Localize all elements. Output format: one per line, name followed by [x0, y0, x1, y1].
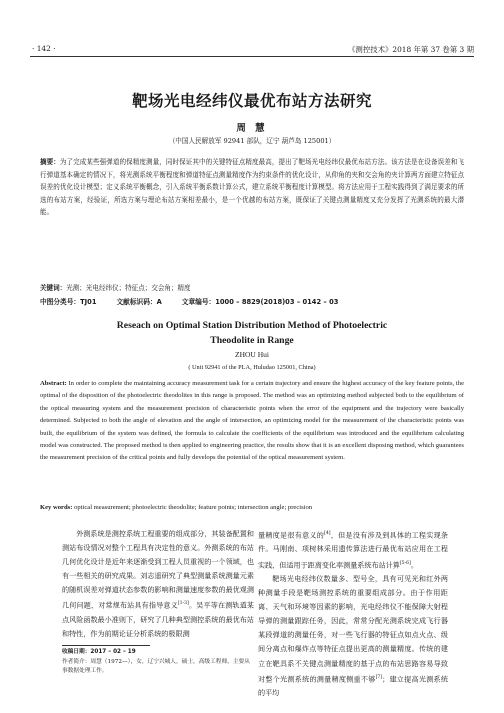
title-en-line2: Theodolite in Range — [210, 335, 294, 346]
received-date: 收稿日期：2017 – 02 – 19 — [62, 649, 136, 655]
keywords-zh — [40, 282, 464, 295]
body-left-column — [62, 527, 254, 641]
author-bio: 作者简介：周慧（1972—），女，辽宁兴城人，硕士，高级工程师，主要从事数据处理工作。 — [62, 658, 250, 675]
author-en: ZHOU Hui — [235, 350, 269, 359]
keywords-zh-text: 光测；光电经纬仪；特征点；交会角；精度 — [66, 284, 191, 292]
classification-meta — [40, 296, 464, 306]
footnote-rule — [62, 645, 150, 646]
page-number: · 142 · — [32, 44, 56, 53]
title-en-line1: Reseach on Optimal Station Distribution Method of Photoelectric — [116, 320, 388, 331]
title-en — [0, 318, 504, 348]
abstract-en-label: Abstract: — [40, 380, 67, 387]
body-paragraph: 外测系统是测控系统工程重要的组成部分，其装备配置和测站布设情况对整个工程具有决定性的意义。外测系统的布站几何优化设计是近年来逐渐受到工程人员重视的一个领域，也有一些相关的研究成果。刘志遥研究了典型测量系统测量元素的随机误差对弹道状态参数的影响和测量速度参数的最优观测几何问题，对常规布站具有指导意义[1-3]。吴平等在测轨道某点风险函数最小准则下，研究了几种典型测控系统的最优布站和特性，作为前期论证分析系统的极限测 — [62, 529, 255, 639]
keywords-en-text: optical measurement; photoelectric theodolite; feature points; intersection angle; precision — [74, 504, 313, 511]
abstract-zh-label: 摘要： — [40, 158, 60, 166]
body-paragraph: 靶场光电经纬仪数量多、型号全，具有可见光和红外两种测量手段是靶场测控系统的重要组成部分。由于作用距离、天气和环境等因素的影响，光电经纬仪不能保障大射程导弹的测量跟踪任务，因此，常常分配光测系统完成飞行器某段弹道的测量任务，对一些飞行器的特征点如点火点、级间分离点和爆炸点等特征点提出更高的测量精度。传统的建立在靶具系不关键点测量精度的基于点的布站思路容易导致对整个光测系统的测量精度侧重不够[7]；建立提高光测系统的平均 — [258, 574, 448, 698]
clc-number: 中图分类号：TJ01 — [40, 298, 97, 306]
author-zh: 周 慧 — [236, 123, 268, 134]
keywords-en-label: Key words: — [40, 504, 73, 511]
affiliation-zh: （中国人民解放军 92941 部队，辽宁 葫芦岛 125001） — [168, 137, 336, 145]
keywords-en — [40, 502, 464, 514]
abstract-zh-text: 为了完成某些强弹道的保精度测量，同时保证其中的关键特征点精度最高，提出了靶场光电经纬仪最优布站方法。该方法是在设备误差和飞行弹道基本确定的情况下，将光测系统平衡程度和弹道特征点测量精度作为约束条件的优化设计，从仰角的夹和交会角的夹计算两方面建立特征点误差的优化设计模型；定义系统平衡概念，引入系统平衡系数计算公式，建立系统平衡程度计算模型。将方法应用于工程实践得到了满足要求的所选的布站方案，经验证，所选方案与理论布站方案相差最小，是一个优越的布站方案，既保证了关键点测量精度又充分发挥了光测系统的最大潜能。 — [40, 158, 464, 217]
body-right-column — [258, 527, 448, 700]
abstract-en — [40, 378, 464, 465]
abstract-en-text: In order to complete the maintaining accuracy measurement task for a certain trajectory and ensure the highest accuracy of the key feature points, the optimal of the disposition of the photoelectric theodolites in this range is proposed. The method was an optimizing method subjected both to the equilibrium of the optical measuring system and the measurement precision of characteristic points when the error of the equipment and the trajectory were basically determined. Subjected to both the angle of elevation and the angle of intersection, an optimizing model for the measurement of the characteristic points was built, the equilibrium of the system was defined, the formula to calculate the coefficients of the equilibrium was introduced and the equilibrium calculating model was constructed. The proposed method is then applied to engineering practice, the results show that it is an excellent disposing method, which guarantees the measurement precision of the critical points and fully develops the potential of the optical measurement system. — [40, 380, 464, 462]
doc-code: 文献标识码：A — [116, 298, 162, 306]
keywords-zh-label: 关键词： — [40, 284, 67, 292]
abstract-zh — [40, 156, 464, 219]
header-rule — [30, 56, 474, 57]
article-number: 文章编号：1000 – 8829(2018)03 – 0142 – 03 — [181, 298, 339, 306]
footnote — [62, 648, 254, 677]
affiliation-en: ( Unit 92941 of the PLA, Huludao 125001, China) — [188, 364, 316, 371]
body-paragraph: 量精度是很有意义的[4]，但是没有涉及到具体的工程实现条件。马刚南、项树林采用遗传算法进行最优布站应用在工程实践，但适用于距离变化率测量系统布站计算[5-6]。 — [258, 530, 449, 569]
journal-header: 《测控技术》2018 年第 37 卷第 3 期 — [348, 45, 474, 54]
title-zh: 靶场光电经纬仪最优布站方法研究 — [131, 92, 372, 110]
